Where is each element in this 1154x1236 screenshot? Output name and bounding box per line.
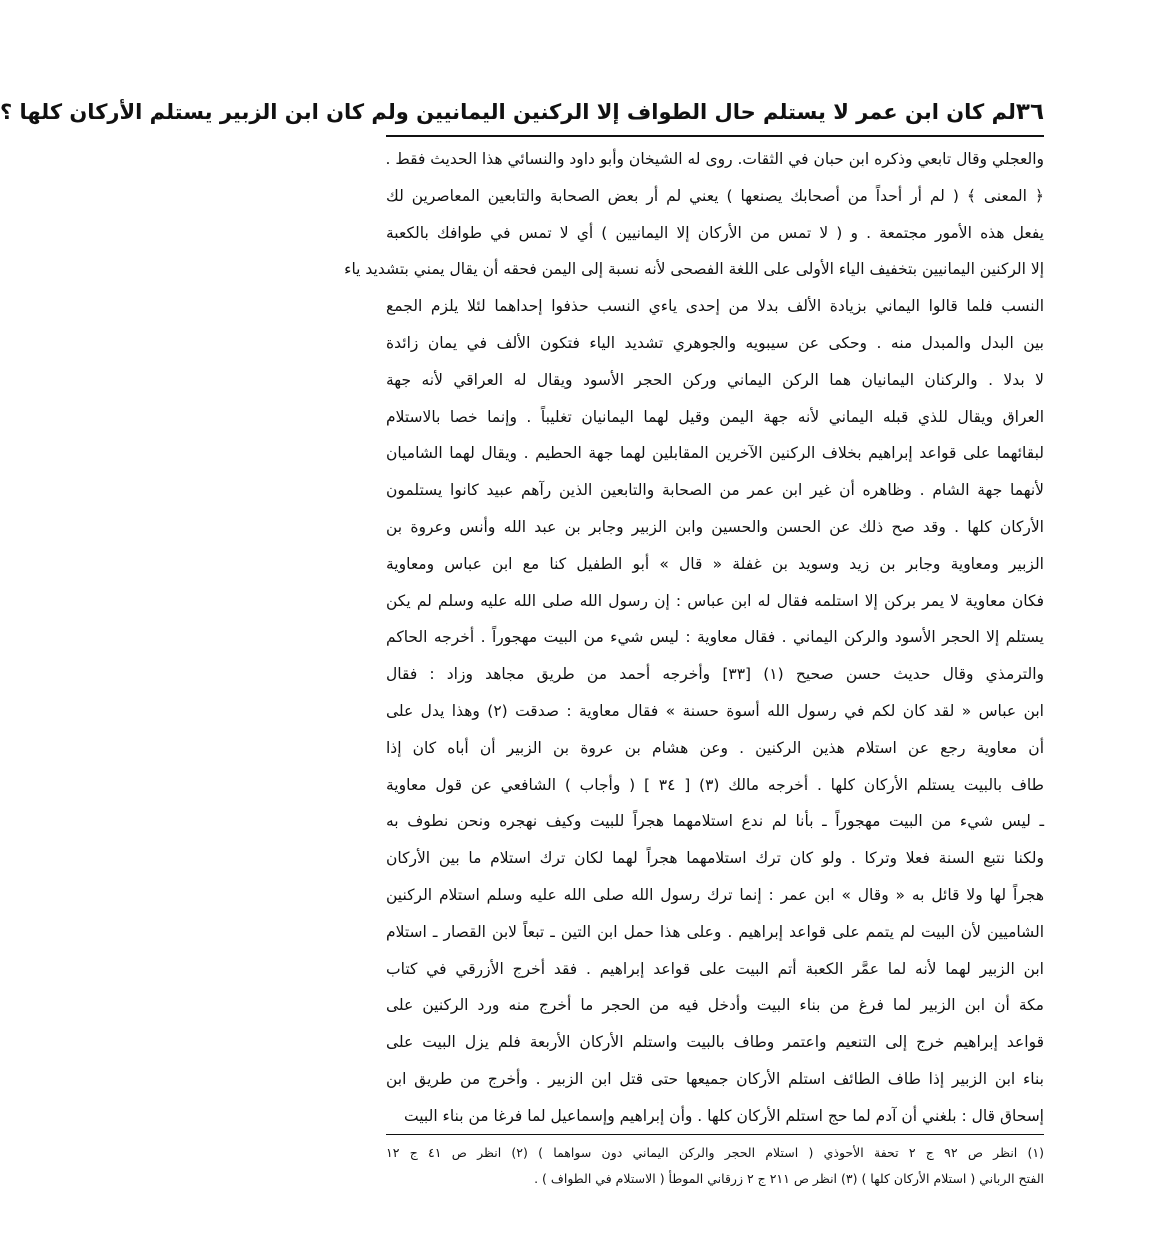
header-rule (386, 135, 1044, 137)
body-line: لبقائهما على قواعد إبراهيم بخلاف الركنين الآخرين المقابلين لهما جهة الحطيم . ويقال لهما الشاميان (386, 444, 1044, 463)
footnotes (386, 1140, 1044, 1192)
body-line: لأنهما جهة الشام . وظاهره أن غير ابن عمر من الصحابة والتابعين الذين رآهم عبيد كانوا يستلمون (386, 481, 1044, 500)
running-title: لم كان ابن عمر لا يستلم حال الطواف إلا الركنين اليمانيين ولم كان ابن الزبير يستلم الأركان كلها ؟ (0, 100, 1016, 124)
page-header (0, 92, 1044, 132)
body-line: بناء ابن الزبير إذا طاف الطائف استلم الأركان جميعها حتى قتل ابن الزبير . وأخرج من طريق ابن (386, 1069, 1044, 1088)
body-line: الشاميين لأن البيت لم يتمم على قواعد إبراهيم . وعلى هذا حمل ابن التين ـ تبعاً لابن القصار ـ استلام (386, 922, 1044, 941)
page-number: ٣٦ (1015, 99, 1044, 125)
body-line: قواعد إبراهيم خرج إلى التنعيم واعتمر وطاف بالبيت واستلم الأركان الأربعة فلم يزل البيت على (386, 1033, 1044, 1052)
body-line: فكان معاوية لا يمر بركن إلا استلمه فقال له ابن عباس : إن رسول الله صلى الله عليه وسلم لم يكن (386, 591, 1044, 610)
footnote-line: (١) انظر ص ٩٢ ج ٢ تحفة الأحوذي ( استلام الحجر والركن اليماني دون سواهما ) (٢) انظر ص ٤١ ج ١٢ (386, 1145, 1045, 1160)
footnote-line: الفتح الرباني ( استلام الأركان كلها ) (٣) انظر ص ٢١١ ج ٢ زرقاني الموطأ ( الاستلام في الطواف ) . (534, 1171, 1044, 1186)
body-line: ابن الزبير لهما لأنه لما عمَّر الكعبة أتم البيت على قواعد إبراهيم . فقد أخرج الأزرقي في كتاب (386, 959, 1044, 978)
body-line: العراق ويقال للذي قبله اليماني لأنه جهة اليمن وقيل لهما اليمانيان تغليباً . وإنما خصا بالاستلام (386, 407, 1044, 426)
body-line: ـ ليس شيء من البيت مهجوراً ـ بأنا لم ندع استلامهما هجراً للبيت وكيف نهجره ونحن نطوف به (386, 812, 1044, 831)
body-line: الأركان كلها . وقد صح ذلك عن الحسن والحسين وابن الزبير وجابر بن عبد الله وأنس وعروة بن (386, 517, 1044, 536)
body-line: ولكنا نتبع السنة فعلا وتركا . ولو كان ترك استلامهما هجراً لهما لكان ترك استلام ما بين الأركان (386, 849, 1044, 868)
body-line: طاف بالبيت يستلم الأركان كلها . أخرجه مالك (٣) [ ٣٤ ] ( وأجاب ) الشافعي عن قول معاوية (386, 775, 1044, 794)
body-line: إلا الركنين اليمانيين بتخفيف الياء الأولى على اللغة الفصحى لأنه نسبة إلى اليمن فحقه أن يقال يمني بتشديد ياء (344, 260, 1044, 279)
body-line: ﴿ المعنى ﴾ ( لم أر أحداً من أصحابك يصنعها ) يعني لم أر بعض الصحابة والتابعين المعاصرين لك (386, 186, 1044, 205)
body-line: ابن عباس « لقد كان لكم في رسول الله أسوة حسنة » فقال معاوية : صدقت (٢) وهذا يدل على (386, 701, 1044, 720)
body-line: يستلم إلا الحجر الأسود والركن اليماني . فقال معاوية : ليس شيء من البيت مهجوراً . أخرجه الحاكم (386, 628, 1044, 647)
body-line: والترمذي وقال حديث حسن صحيح (١) [٣٣] وأخرجه أحمد من طريق مجاهد وزاد : فقال (386, 665, 1044, 684)
body-line: هجراً لها ولا قائل به « وقال » ابن عمر : إنما ترك رسول الله صلى الله عليه وسلم استلام الركنين (386, 885, 1044, 904)
footnote-rule (386, 1134, 1044, 1135)
body-line: بين البدل والمبدل منه . وحكى عن سيبويه والجوهري تشديد الياء فتكون الألف في يمان زائدة (386, 333, 1044, 352)
body-line: والعجلي وقال تابعي وذكره ابن حبان في الثقات. روى له الشيخان وأبو داود والنسائي هذا الحديث فقط . (385, 150, 1044, 168)
body-line: لا بدلا . والركنان اليمانيان هما الركن اليماني وركن الحجر الأسود ويقال له العراقي لأنه جهة (386, 370, 1044, 389)
body-text (344, 141, 1044, 1135)
body-line: الزبير ومعاوية وجابر بن زيد وسويد بن غفلة « قال » أبو الطفيل كنا مع ابن عباس ومعاوية (386, 554, 1044, 573)
body-line: إسحاق قال : بلغني أن آدم لما حج استلم الأركان كلها . وأن إبراهيم وإسماعيل لما فرغا من بناء البيت (404, 1106, 1044, 1125)
body-line: النسب فلما قالوا اليماني بزيادة الألف بدلا من إحدى ياءي النسب حذفوا إحداهما لئلا يلزم الجمع (386, 297, 1044, 316)
body-line: يفعل هذه الأمور مجتمعة . و ( لا تمس من الأركان إلا اليمانيين ) أي لا تمس في طوافك بالكعبة (386, 223, 1044, 242)
body-line: مكة أن ابن الزبير لما فرغ من بناء البيت وأدخل فيه من الحجر ما أخرج منه ورد الركنين على (386, 996, 1044, 1015)
body-line: أن معاوية رجع عن استلام هذين الركنين . وعن هشام بن عروة بن الزبير أن أباه كان إذا (386, 738, 1044, 757)
